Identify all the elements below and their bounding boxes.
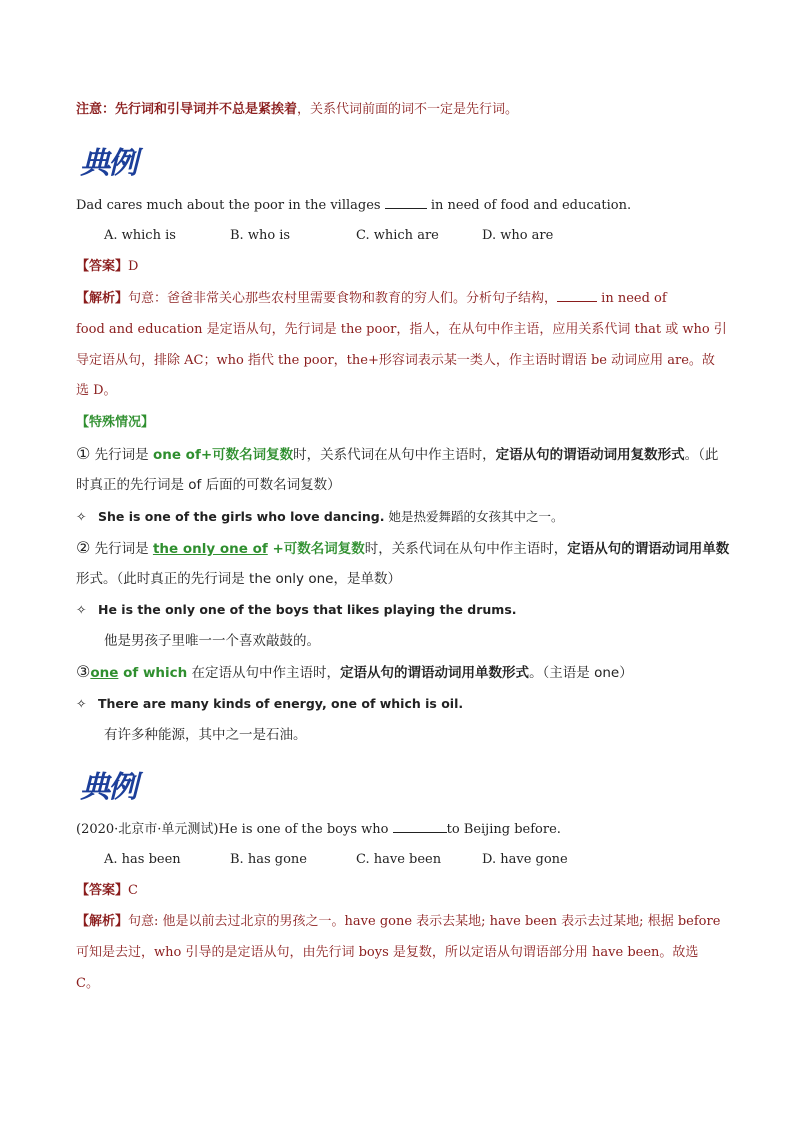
item2-green: +可数名词复数 [267,541,365,557]
item3-green-underlined: one [90,665,119,681]
ex2-analysis-line-1 [76,913,720,931]
item2-bold: 定语从句的谓语动词用单数 [567,541,730,557]
special-item-3-example-cn: 有许多种能源，其中之一是石油。 [104,727,307,743]
item1-number: ① [76,444,91,463]
ex1-question-before: Dad cares much about the poor in the villages [76,198,385,213]
ex1-analysis-blank [557,289,597,302]
ex1-blank [385,196,427,209]
ex2-answer [76,882,138,900]
ex2-option-c: C. have been [356,852,442,867]
ex2-option-a: A. has been [104,852,181,867]
ex2-question-after: to Beijing before. [446,822,561,837]
special-item-1-example [76,508,563,526]
ex1-answer-label: 【答案】 [76,259,129,274]
ex2-answer-label: 【答案】 [76,883,129,898]
item2-green-underlined: the only one of [152,541,268,557]
special-item-2-example [76,601,517,619]
item3-green: of which [118,665,188,681]
item1-end: 。（此 [684,447,719,463]
item3-example-en: There are many kinds of energy, one of which is oil. [98,696,464,711]
ex1-analysis-text-1a: 句意：爸爸非常关心那些农村里需要食物和教育的穷人们。分析句子结构， [128,291,558,306]
item1-mid: 时，关系代词在从句中作主语时， [293,447,496,463]
item2-example-en: He is the only one of the boys that likes playing the drums. [98,602,517,617]
ex1-analysis-line-2: food and education 是定语从句，先行词是 the poor，指人，在从句中作主语，应用关系代词 that 或 who 引 [76,322,727,337]
note-line [76,101,518,119]
ex2-analysis-label: 【解析】 [76,914,129,929]
note-bold-text: 先行词和引导词并不总是紧挨着 [115,102,298,117]
item2-mid: 时，关系代词在从句中作主语时， [364,541,568,557]
item2-number: ② [76,538,91,557]
special-item-1-line-1 [76,445,718,464]
ex1-analysis-line-4: 选 D。 [76,383,117,398]
ex1-analysis-line-1 [76,289,667,308]
bullet-icon: ✧ [76,696,87,711]
special-item-3-line-1 [76,663,633,682]
ex2-question-before: (2020·北京市·单元测试)He is one of the boys who [76,822,393,837]
item1-example-cn: 她是热爱舞蹈的女孩其中之一。 [384,509,564,524]
ex1-question [76,196,631,215]
ex2-blank [393,820,447,833]
ex1-option-b: B. who is [230,228,291,243]
special-item-2-line-2: 形式。（此时真正的先行词是 the only one，是单数） [76,571,401,587]
bullet-icon: ✧ [76,509,87,524]
ex2-option-d: D. have gone [482,852,568,867]
ex2-option-b: B. has gone [230,852,307,867]
item1-green: one of+可数名词复数 [152,447,294,463]
ex1-option-c: C. which are [356,228,439,243]
ex1-analysis-text-1b: in need of [597,291,667,306]
item3-bold: 定语从句的谓语动词用单数形式 [340,665,530,681]
special-heading [76,414,154,432]
ex1-answer [76,258,138,276]
example-logo: 典例 [80,770,136,805]
ex1-option-d: D. who are [482,228,554,243]
item1-example-en: She is one of the girls who love dancing. [98,509,385,524]
ex1-analysis-label: 【解析】 [76,291,129,306]
item2-pre: 先行词是 [90,541,153,557]
ex1-question-after: in need of food and education. [426,198,632,213]
item3-mid: 在定语从句中作主语时， [187,665,341,681]
ex2-question [76,820,561,839]
special-heading-text: 【特殊情况】 [76,415,155,430]
item3-end: 。（主语是 one） [529,665,633,681]
example-logo: 典例 [80,146,136,181]
item1-pre: 先行词是 [90,447,153,463]
item1-bold: 定语从句的谓语动词用复数形式 [495,447,685,463]
ex1-answer-value: D [128,259,139,274]
special-item-2-line-1 [76,539,729,558]
note-label: 注意： [76,102,116,117]
ex1-analysis-line-3: 导定语从句，排除 AC；who 指代 the poor，the+形容词表示某一类人，作主语时谓语 be 动词应用 are。故 [76,353,715,368]
ex2-analysis-text-1: 句意: 他是以前去过北京的男孩之一。have gone 表示去某地; have been 表示去过某地; 根据 before [128,914,721,929]
ex2-analysis-line-2: 可知是去过，who 引导的是定语从句，由先行词 boys 是复数，所以定语从句谓语部分用 have been。故选 [76,945,699,960]
ex1-option-a: A. which is [104,228,176,243]
ex2-answer-value: C [128,883,138,898]
special-item-1-line-2: 时真正的先行词是 of 后面的可数名词复数） [76,477,341,493]
item3-number: ③ [76,662,91,681]
special-item-3-example [76,695,463,713]
bullet-icon: ✧ [76,602,87,617]
special-item-2-example-cn: 他是男孩子里唯一一个喜欢敲鼓的。 [104,633,320,649]
note-rest-text: ，关系代词前面的词不一定是先行词。 [297,102,519,117]
ex2-analysis-line-3: C。 [76,976,99,991]
